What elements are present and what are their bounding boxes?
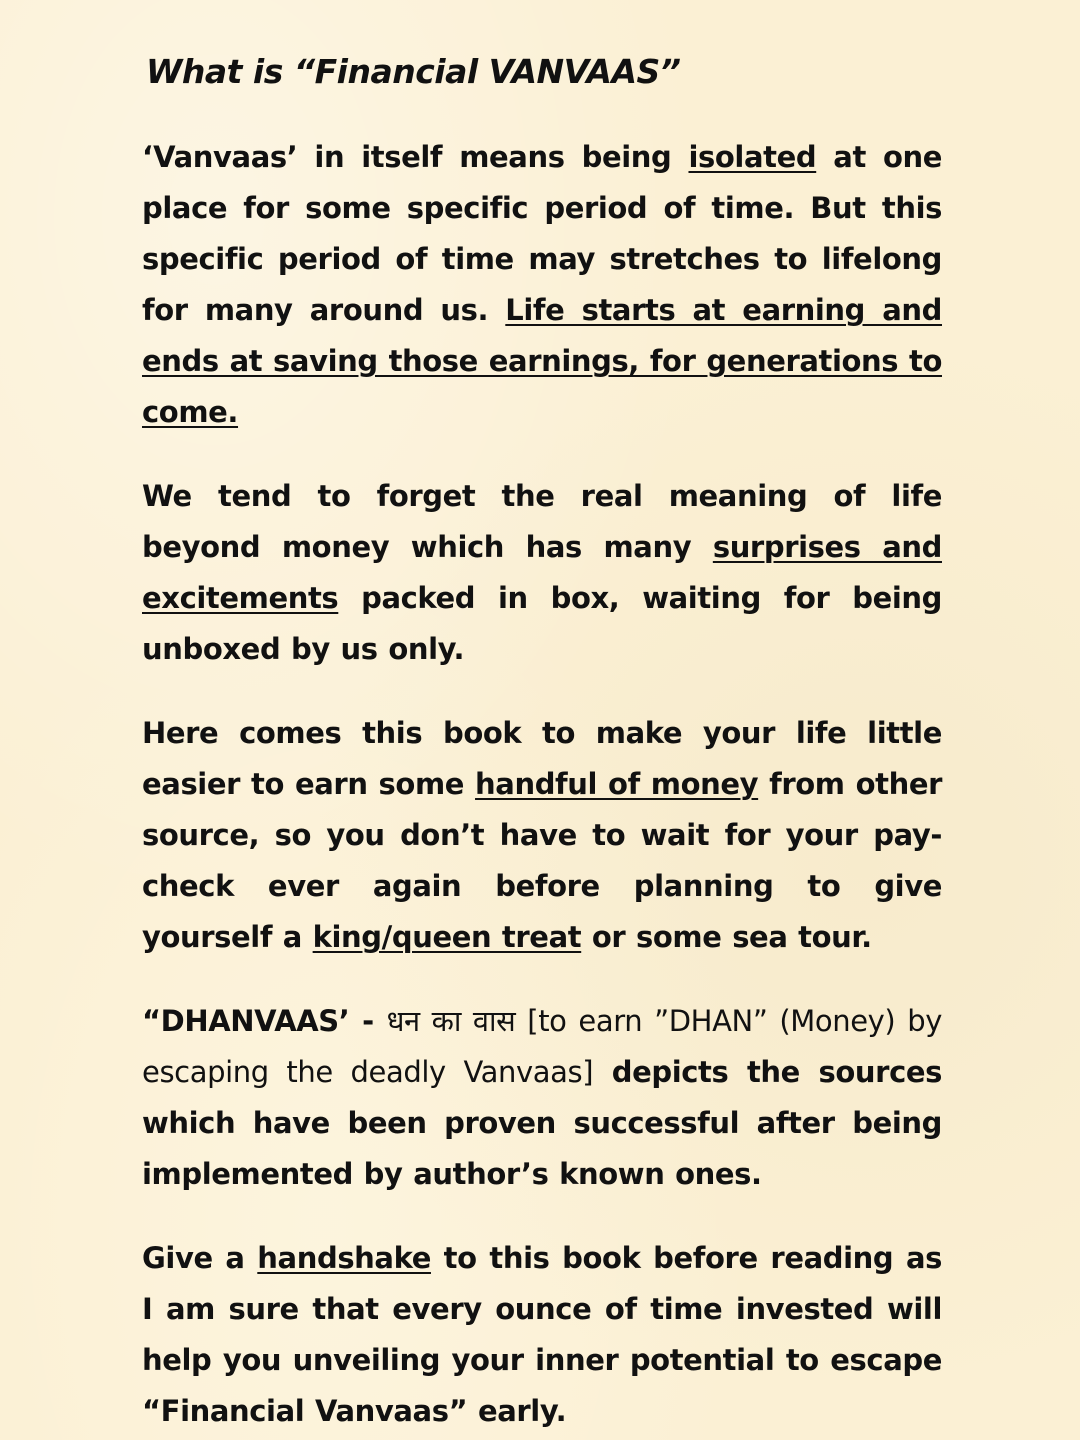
text-segment: ‘Vanvaas’ in itself means being xyxy=(142,140,689,174)
hindi-text: धन का वास xyxy=(386,1004,516,1038)
paragraph-book-purpose xyxy=(142,708,942,963)
text-segment: at one place for some specific period of time. But this specific period of time may stretches to lifelong for many around us. xyxy=(142,140,943,327)
text-segment: depicts the sources which have been proven successful after being implemented by author’s known ones. xyxy=(142,1055,942,1191)
paragraph-vanvaas-meaning xyxy=(142,132,942,438)
text-segment: or some sea tour. xyxy=(581,920,872,954)
text-segment: “DHANVAAS’ - xyxy=(142,1004,387,1038)
text-segment: from other source, so you don’t have to wait for your pay-check ever again before planning to give yourself a xyxy=(142,767,942,954)
paragraph-handshake xyxy=(142,1233,942,1437)
underlined-text: handshake xyxy=(257,1241,431,1275)
text-segment: We tend to forget the real meaning of life beyond money which has many xyxy=(142,479,942,564)
underlined-text: handful of money xyxy=(475,767,759,801)
text-segment: to this book before reading as I am sure that every ounce of time invested will help you unveiling your inner potential to escape “Financial Vanvaas” early. xyxy=(142,1241,942,1428)
page-title: What is “Financial VANVAAS” xyxy=(146,52,681,91)
paragraph-meaning-of-life xyxy=(142,471,942,675)
underlined-text: surprises and excitements xyxy=(142,530,942,615)
text-segment: Here comes this book to make your life little easier to earn some xyxy=(142,716,942,801)
underlined-text: isolated xyxy=(688,140,817,174)
underlined-text: king/queen treat xyxy=(312,920,582,954)
text-segment: Give a xyxy=(142,1241,258,1275)
text-segment: [to earn ”DHAN” (Money) by escaping the deadly Vanvaas] xyxy=(142,1004,943,1089)
text-segment: packed in box, waiting for being unboxed by us only. xyxy=(142,581,942,666)
paragraph-dhanvaas xyxy=(142,996,942,1200)
underlined-text: Life starts at earning and ends at saving those earnings, for generations to come. xyxy=(142,293,942,429)
